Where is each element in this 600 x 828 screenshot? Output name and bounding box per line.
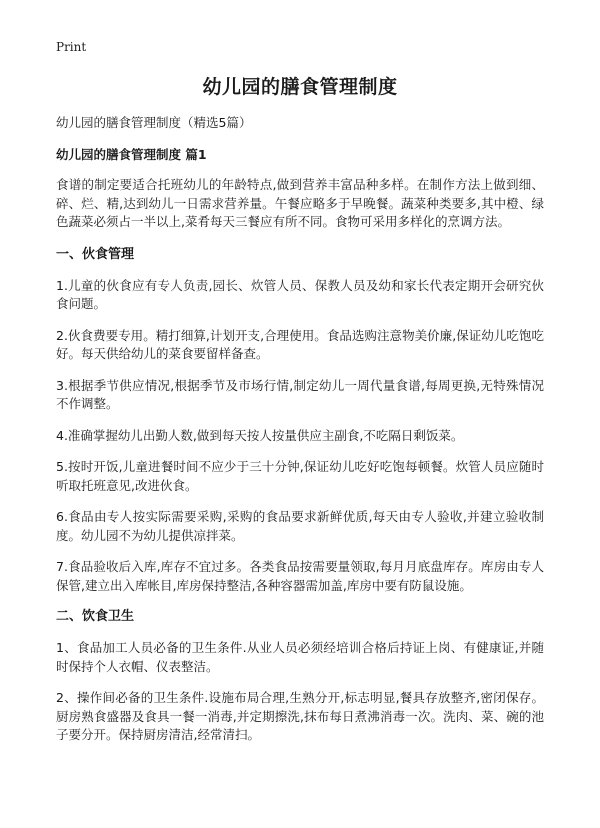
page-title: 幼儿园的膳食管理制度: [202, 76, 398, 98]
list-item: 1、食品加工人员必备的卫生条件.从业人员必须经培训合格后持证上岗、有健康证,并随时保持个人衣帽、仪表整洁。: [56, 640, 544, 674]
list-item: 2.伙食费要专用。精打细算,计划开支,合理使用。食品选购注意物美价廉,保证幼儿吃饱吃好。每天供给幼儿的菜食要留样备查。: [56, 327, 544, 361]
list-item: 5.按时开饭,儿童进餐时间不应少于三十分钟,保证幼儿吃好吃饱每顿餐。炊管人员应随时听取托班意见,改进伙食。: [56, 459, 544, 493]
section-heading-hygiene: 二、饮食卫生: [56, 609, 135, 624]
list-item: 6.食品由专人按实际需要采购,采购的食品要求新鲜优质,每天由专人验收,并建立验收制度。幼儿园不为幼儿提供凉拌菜。: [56, 509, 544, 543]
list-item: 4.准确掌握幼儿出勤人数,做到每天按人按量供应主副食,不吃隔日剩饭菜。: [56, 427, 464, 443]
document-subtitle: 幼儿园的膳食管理制度（精选5篇）: [56, 115, 252, 130]
article-heading: 幼儿园的膳食管理制度 篇1: [56, 147, 207, 162]
list-item: 7.食品验收后入库,库存不宜过多。各类食品按需要量领取,每月月底盘库存。库房由专人保管,建立出入库帐目,库房保持整洁,各种容器需加盖,库房中要有防鼠设施。: [56, 559, 544, 593]
section-heading-catering: 一、伙食管理: [56, 246, 135, 262]
print-link[interactable]: Print: [56, 40, 87, 54]
list-item: 1.儿童的伙食应有专人负责,园长、炊管人员、保教人员及幼和家长代表定期开会研究伙食问题。: [56, 277, 544, 311]
intro-paragraph: 食谱的制定要适合托班幼儿的年龄特点,做到营养丰富品种多样。在制作方法上做到细、碎、烂、精,达到幼儿一日需求营养量。午餐应略多于早晚餐。蔬菜种类要多,其中橙、绿色蔬菜必须占一半以上,菜肴每天三餐应有所不同。食物可采用多样化的烹调方法。: [56, 177, 544, 229]
list-item: 2、操作间必备的卫生条件.设施布局合理,生熟分开,标志明显,餐具存放整齐,密闭保存。厨房熟食盛器及食具一餐一消毒,并定期擦洗,抹布每日煮沸消毒一次。洗肉、菜、碗的池子要分开。保持厨房清洁,经常清扫。: [56, 690, 544, 742]
list-item: 3.根据季节供应情况,根据季节及市场行情,制定幼儿一周代量食谱,每周更换,无特殊情况不作调整。: [56, 377, 544, 411]
